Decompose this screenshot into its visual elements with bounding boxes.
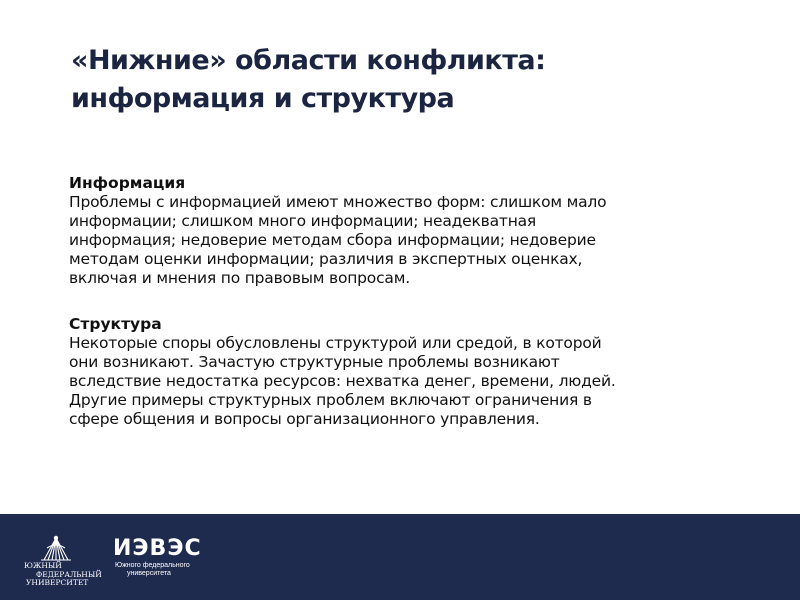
section-information bbox=[69, 174, 729, 288]
text-line: методам оценки информации; различия в экспертных оценках, bbox=[69, 250, 583, 268]
sfu-logo-line: ФЕДЕРАЛЬНЫЙ bbox=[36, 569, 102, 579]
ieves-logo bbox=[113, 536, 223, 586]
ieves-logo-subtitle-line: Южного федерального bbox=[115, 562, 190, 569]
sfu-logo-text bbox=[22, 562, 110, 588]
slide-title-line: информация и структура bbox=[71, 83, 455, 114]
slide-title-line: «Нижние» области конфликта: bbox=[71, 45, 546, 76]
text-line: вследствие недостатка ресурсов: нехватка денег, времени, людей. bbox=[69, 372, 616, 390]
section-text bbox=[69, 334, 729, 429]
sfu-emblem-icon bbox=[38, 534, 74, 562]
ieves-logo-subtitle-line: университета bbox=[127, 570, 171, 577]
section-text bbox=[69, 193, 729, 288]
footer-bar bbox=[0, 514, 800, 600]
section-heading: Структура bbox=[69, 315, 162, 333]
section-heading: Информация bbox=[69, 174, 186, 192]
text-line: включая и мнения по правовым вопросам. bbox=[69, 269, 410, 287]
sfu-logo-line: УНИВЕРСИТЕТ bbox=[26, 578, 89, 587]
text-line: Некоторые споры обусловлены структурой или средой, в которой bbox=[69, 334, 602, 352]
text-line: они возникают. Зачастую структурные проблемы возникают bbox=[69, 353, 560, 371]
text-line: информации; слишком много информации; неадекватная bbox=[69, 212, 537, 230]
sfu-logo bbox=[22, 534, 110, 596]
sfu-logo-line: ЮЖНЫЙ bbox=[24, 561, 62, 570]
text-line: сфере общения и вопросы организационного управления. bbox=[69, 410, 540, 428]
ieves-logo-subtitle bbox=[113, 562, 223, 578]
section-structure bbox=[69, 315, 729, 429]
text-line: информация; недоверие методам сбора информации; недоверие bbox=[69, 231, 596, 249]
slide-body bbox=[69, 174, 729, 456]
slide-title bbox=[71, 42, 711, 118]
text-line: Другие примеры структурных проблем включают ограничения в bbox=[69, 391, 592, 409]
text-line: Проблемы с информацией имеют множество форм: слишком мало bbox=[69, 193, 607, 211]
ieves-logo-name: ИЭВЭС bbox=[113, 536, 202, 561]
